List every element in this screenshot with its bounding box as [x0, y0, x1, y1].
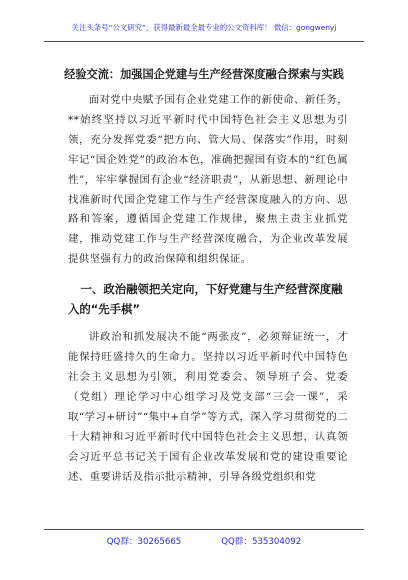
document-body: [68, 91, 348, 487]
page-footer: [0, 535, 408, 547]
page-header: 关注头条号“公文研究”，获得最新最全最专业的公文资料库！ 微信：gongwenyj: [71, 23, 337, 32]
footer-qq-group-1: QQ群：30265665: [106, 537, 182, 547]
intro-paragraph: 面对党中央赋予国有企业党建工作的新使命、新任务，**始终坚持以习近平新时代中国特色社会主义思想为引领，充分发挥党委“把方向、管大局、保落实”作用，时刻牢记“国企姓党”的政治本色，准确把握国有资本的“红色属性”，牢牢掌握国有企业“经济职责”，从新思想、新理论中找准新时代国企党建工作与生产经营深度融入的方向、思路和答案，遵循国企党建工作规律，聚焦主责主业抓党建，推动党建工作与生产经营深度融合，为企业改革发展提供坚强有力的政治保障和组织保证。: [68, 94, 348, 266]
section-1-paragraph: 讲政治和抓发展决不能“两张皮”，必须辩证统一，才能保持旺盛持久的生命力。坚持以习近平新时代中国特色社会主义思想为引领，利用党委会、领导班子会、党委（党组）理论学习中心组学习及党支部“三会一课”，采取“学习+研讨”“集中+自学”等方式，深入学习贯彻党的二十大精神和习近平新时代中国特色社会主义思想，认真领会习近平总书记关于国有企业改革发展和党的建设重要论述、重要讲话及指示批示精神，引导各级党组织和党: [68, 331, 348, 483]
footer-divider: [44, 529, 364, 530]
footer-qq-group-2: QQ群：535304092: [221, 537, 302, 547]
document-title: 经验交流：加强国企党建与生产经营深度融合探索与实践: [64, 67, 344, 81]
section-heading-1: 一、政治融领把关定向，下好党建与生产经营深度融入的“先手棋”: [68, 282, 343, 316]
header-divider: [44, 41, 364, 42]
